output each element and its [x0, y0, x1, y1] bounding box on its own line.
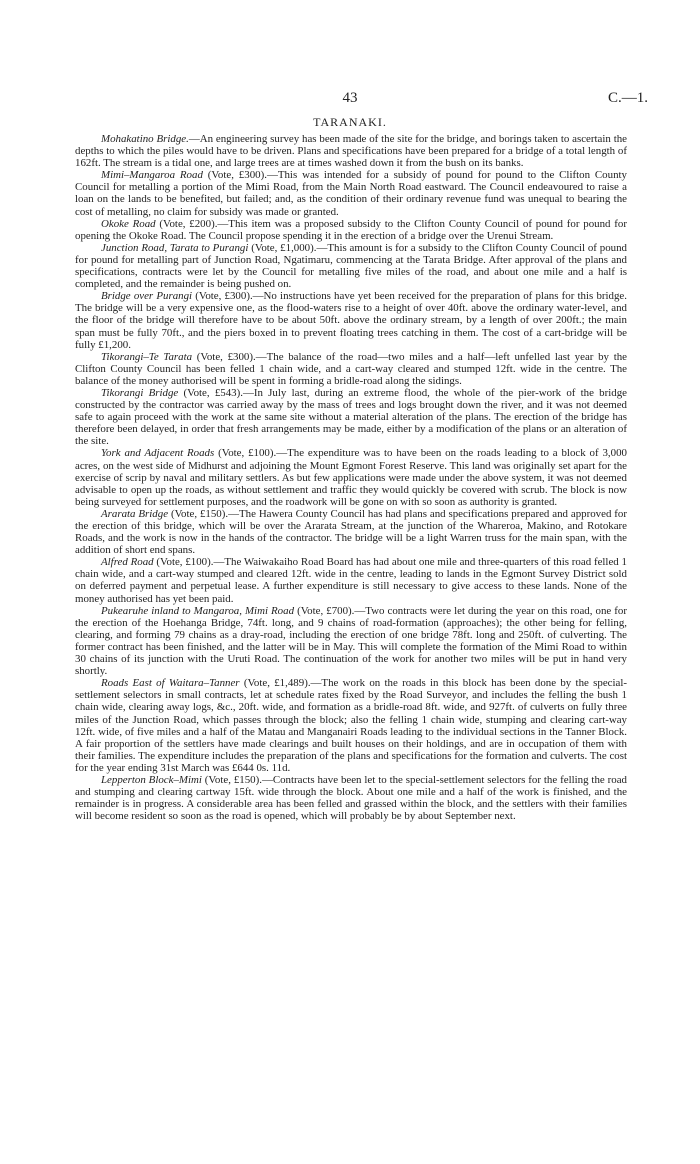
document-code: C.—1.: [607, 90, 648, 106]
body-text: [75, 133, 627, 822]
paragraph-text: (Vote, £1,000).—This amount is for a subsidy to the Clifton County Council of pound for pound for metalling part of Junction Road, Ngatimaru, commencing at the Tarata Bridge. After approval of the plans and specifications, contracts were let by the Council for metalling five miles of the road, and about one mile and a half is completed, and the remainder is being pushed on.: [75, 241, 627, 291]
paragraph-title: Tikorangi Bridge: [101, 386, 179, 399]
page-header: [0, 90, 700, 108]
paragraph: [75, 133, 627, 169]
paragraph-title: Junction Road, Tarata to Purangi: [101, 241, 249, 254]
paragraph-title: Okoke Road: [101, 217, 156, 230]
paragraph: [75, 774, 627, 822]
paragraph: [75, 169, 627, 217]
paragraph-title: Alfred Road: [101, 556, 154, 569]
paragraph-title: Roads East of Waitara–Tanner: [101, 677, 240, 690]
paragraph: [75, 556, 627, 604]
paragraph-title: York and Adjacent Roads: [101, 447, 215, 460]
paragraph-title: Bridge over Purangi: [101, 290, 193, 303]
paragraph: [75, 218, 627, 242]
paragraph: [75, 508, 627, 556]
paragraph: [75, 677, 627, 774]
paragraph: [75, 351, 627, 387]
paragraph-text: (Vote, £700).—Two contracts were let during the year on this road, one for the erection of the Hoehanga Bridge, 74ft. long, and 9 chains of road-formation (approaches); the other being for felling, clearing, and forming 79 chains as a dray-road, including the erection of one bridge 78ft. long and 250ft. of culverting. The former contract has been finished, and the latter will be in May. This will complete the formation of the Mimi Road to within 30 chains of its junction with the Uruti Road. The continuation of the work for another two miles will be put in hand very shortly.: [75, 604, 628, 678]
paragraph: [75, 605, 627, 678]
paragraph-text: (Vote, £150).—The Hawera County Council has had plans and specifications prepared and approved for the erection of this bridge, which will be over the Ararata Stream, at the junction of the Whareroa, Makino, and Rotokare Roads, and the work is now in the hands of the contractor. The bridge will be a light Warren truss for the main span, with the addition of short end spans.: [75, 507, 628, 557]
paragraph-title: Tikorangi–Te Tarata: [101, 350, 193, 363]
paragraph-text: —An engineering survey has been made of the site for the bridge, and borings taken to ascertain the depths to which the piles would have to be driven. Plans and specifications have been prepared for a bridge of a total length of 162ft. The stream is a tidal one, and large trees are at times washed down it from the bush on its banks.: [75, 133, 627, 170]
paragraph-text: (Vote, £150).—Contracts have been let to the special-settlement selectors for the felling the road and stumping and clearing cartway 15ft. wide through the block. About one mile and a half of the work is finished, and the remainder is in progress. A considerable area has been felled and grassed within the block, and the settlers with their families will become resident so soon as the road is opened, which will probably be by about September next.: [75, 773, 627, 823]
paragraph-text: (Vote, £543).—In July last, during an extreme flood, the whole of the pier-work of the bridge constructed by the contractor was carried away by the mass of trees and logs brought down the river, and it was not deemed safe to again proceed with the work at the same site without a material alteration of the plans. The erection of the bridge has therefore been delayed, in order that fresh arrangements may be made, either by a modification of the plans or an alteration of the site.: [75, 386, 627, 448]
paragraph-text: (Vote, £200).—This item was a proposed subsidy to the Clifton County Council of pound for pound for opening the Okoke Road. The Council propose spending it in the erection of a bridge over the Urenui Stream.: [75, 217, 627, 242]
paragraph-text: (Vote, £100).—The expenditure was to have been on the roads leading to a block of 3,000 acres, on the west side of Midhurst and adjoining the Mount Egmont Forest Reserve. This land was originally set apart for the exercise of scrip by naval and military settlers. As but few applications were made under the above system, it was not deemed advisable to open up the roads, as without settlement and traffic they would quickly be covered with scrub. The block is now being surveyed for settlement purposes, and the roadwork will be gone on with so soon as authority is granted.: [75, 447, 627, 508]
paragraph-text: (Vote, £300).—The balance of the road—two miles and a half—left unfelled last year by the Clifton County Council has been felled 1 chain wide, and a cart-way cleared and stumped 12ft. wide in the centre. The balance of the money authorised will be spent in forming a bridle-road along the sidings.: [75, 350, 628, 387]
paragraph-text: (Vote, £100).—The Waiwakaiho Road Board has had about one mile and three-quarters of this road felled 1 chain wide, and a cart-way stumped and cleared 12ft. wide in the centre, leading to lands in the Egmont Survey District sold on deferred payment and perpetual lease. A further expenditure is still necessary to give access to these lands. None of the money authorised has yet been paid.: [75, 556, 627, 605]
paragraph: [75, 447, 627, 507]
section-title: TARANAKI.: [313, 115, 387, 129]
paragraph-title: Pukearuhe inland to Mangaroa, Mimi Road: [101, 604, 295, 617]
paragraph-text: (Vote, £300).—This was intended for a subsidy of pound for pound to the Clifton County Council for metalling a portion of the Mimi Road, from the Main North Road eastward. The Council endeavoured to raise a loan on the lands to be benefited, but failed; and, as the condition of their ordinary revenue fund was unequal to bearing the cost of metalling, no claim for subsidy was made or granted.: [75, 169, 627, 218]
paragraph-title: Lepperton Block–Mimi: [101, 773, 202, 786]
page-number: 43: [342, 90, 358, 106]
paragraph-title: Mimi–Mangaroa Road: [101, 169, 203, 182]
paragraph: [75, 242, 627, 290]
paragraph-title: Ararata Bridge: [101, 507, 169, 520]
paragraph: [75, 290, 627, 350]
paragraph-text: (Vote, £300).—No instructions have yet been received for the preparation of plans for this bridge. The bridge will be a very expensive one, as the flood-waters rise to a height of over 40ft. above the ordinary water-level, and the floor of the bridge will therefore have to be about 50ft. above the ordinary stream, by a length of over 200ft.; the main span must be fully 70ft., and the piers boxed in to prevent floating trees catching in them. The cost of a cart-bridge will be fully £1,200.: [75, 290, 627, 351]
paragraph-text: (Vote, £1,489).—The work on the roads in this block has been done by the special-settlement selectors in small contracts, let at schedule rates fixed by the Road Surveyor, and includes the felling the bush 1 chain wide, clearing away logs, &c., 20ft. wide, and formation as a bridle-road 8ft. wide, and 927ft. of culverts on fully three miles of the Junction Road, which passes through the block; also the felling 1 chain wide, stumping and clearing cart-way 12ft. wide, of five miles and a half of the Matau and Manganairi Roads leading to the individual sections in the Tanner Block. A fair proportion of the settlers have made clearings and built houses on their holdings, and are in occupation of them with their families. The expenditure includes the preparation of the plans and specifications for the formation and culverts. The cost for the year ending 31st March was £644 0s. 11d.: [75, 677, 627, 774]
paragraph: [75, 387, 627, 447]
paragraph-title: Mohakatino Bridge.: [101, 133, 189, 145]
